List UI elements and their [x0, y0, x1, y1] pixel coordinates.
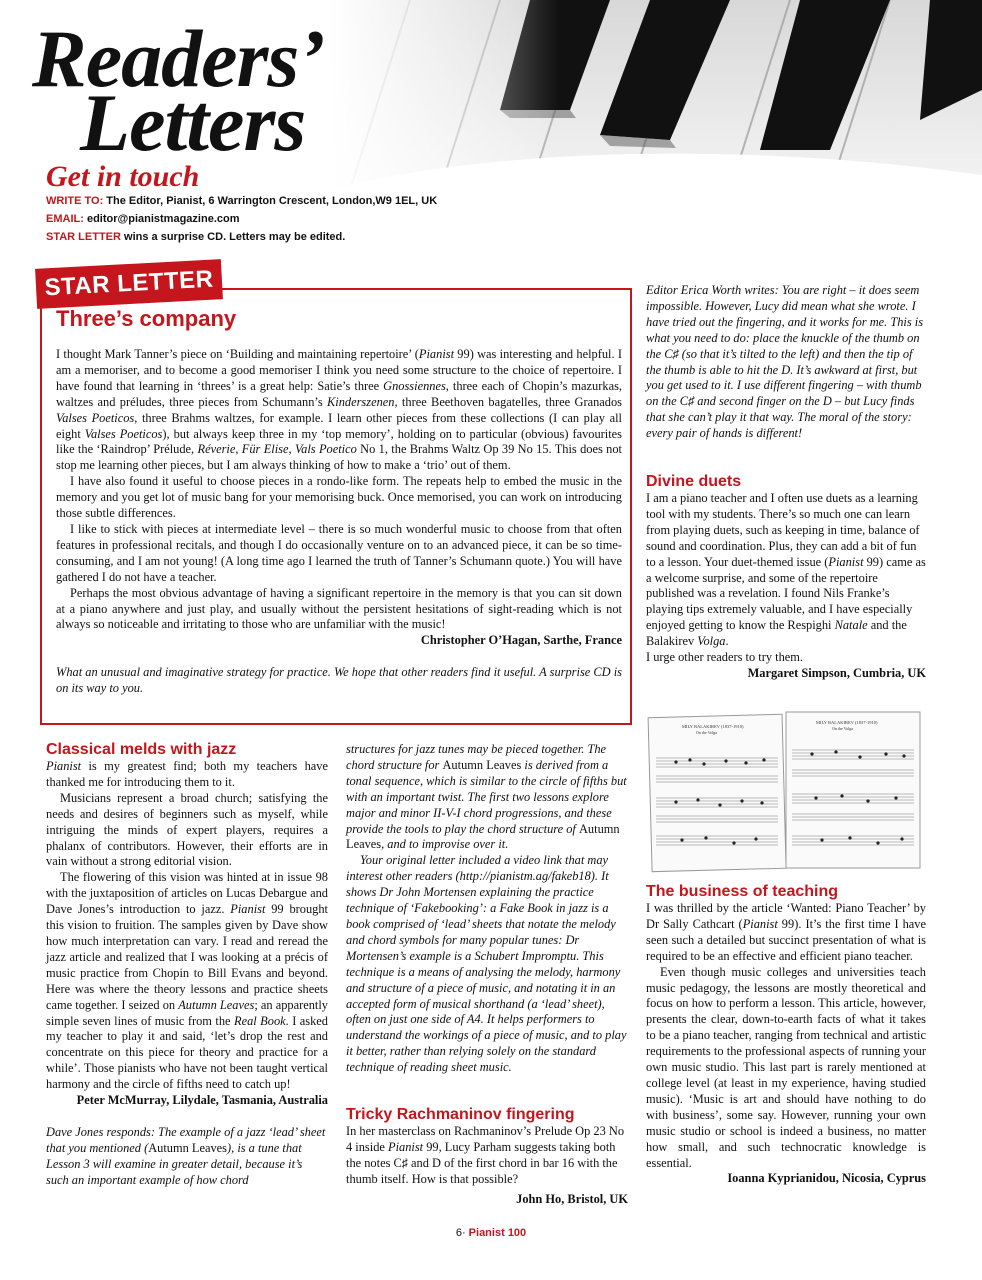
duets-title: Divine duets: [646, 473, 742, 490]
page-number: 6: [455, 1227, 462, 1239]
star-signature: Christopher O’Hagan, Sarthe, France: [420, 633, 622, 648]
score-right-title: MILY BALAKIREV (1837-1910): [816, 720, 878, 725]
star-letter-body: [56, 347, 622, 697]
contact-heading: Get in touch: [46, 160, 200, 193]
issue-number: 100: [507, 1227, 527, 1239]
contact-email: [46, 213, 240, 225]
jazz-reply-2: Your original letter included a video link that may interest other readers (http://pianistm.ag/fakeb18). It shows Dr John Mortensen explaining the practice technique of ‘Fakebooking’: a Fake Book in jazz is a book comprised of ‘lead’ sheets that notate the melody and chord symbols for many popular tunes: Dr Mortensen’s example is a Schubert Impromptu. This technique is a means of analysing the melody, harmony and structure of a piece of music, and notating it in an accepted form of musical shorthand (a ‘lead’ sheet), often on just one side of A4. It helps performers to understand the workings of a piece of music, and to play it better, rather than relying solely on the standard technique of reading sheet music.: [346, 853, 627, 1075]
business-signature: Ioanna Kyprianidou, Nicosia, Cyprus: [727, 1171, 926, 1186]
write-value: The Editor, Pianist, 6 Warrington Crescent, London,W9 1EL, UK: [106, 195, 438, 207]
jazz-reply-continued: [346, 742, 628, 1076]
score-left-subtitle: On the Volga: [696, 730, 717, 735]
business-paragraph-2: Even though music colleges and universities teach music pedagogy, the lessons are mostly theoretical and focus on how to perform a lesson. This article, however, presents the clear, down-to-earth facts of what it takes to be a piano teacher, ranging from technical and artistic requirements to the professional aspects of running your own music studio. This last part is rarely mentioned at college level (at least in my experience, having studied music). ‘Music is art and should have nothing to do with business’, some say. However, running your own music studio or school is indeed a business, no matter how small, and such technocratic knowledge is essential.: [646, 964, 926, 1170]
masthead-line-1: Readers’: [32, 13, 325, 104]
jazz-reply-1-cont: structures for jazz tunes may be pieced together. The chord structure for Autumn Leaves is derived from a tonal sequence, which is similar to the circle of fifths but with an important twist. The first two lessons explore major and minor II-V-I chord progressions, and these provide the tools to play the chord structure of Autumn Leaves, and to improvise over it.: [346, 742, 627, 852]
star-paragraph-1: I thought Mark Tanner’s piece on ‘Building and maintaining repertoire’ (Pianist 99) was interesting and helpful. I am a memoriser, and to become a good memoriser I think you need some structure to the choice of repertoire. I have found that learning in ‘threes’ is a great help: Satie’s three Gnossiennes, three each of Chopin’s mazurkas, waltzes and préludes, three pieces from Schumann’s Kinderszenen, three Beethoven bagatelles, three Granados Valses Poeticos, three Brahms waltzes, for example. I learn other pieces from these collections (I can play all eight Valses Poeticos), but always keep three in my ‘top memory’, holding on to particular (obvious) favourites like the ‘Raindrop’ Prélude, Réverie, Für Elise, Vals Poetico No 1, the Brahms Waltz Op 39 No 15. This does not stop me learning other pieces, but I am always thinking of how to make a ‘trio’ out of them.: [56, 347, 623, 473]
contact-write: [46, 195, 437, 207]
business-paragraph-1: I was thrilled by the article ‘Wanted: Piano Teacher’ by Dr Sally Cathcart (Pianist 99). It’s the first time I have seen such a detailed but succinct presentation of what is required to be an effective and efficient piano teacher.: [646, 901, 926, 963]
jazz-paragraph-1: Pianist is my greatest find; both my teachers have thanked me for introducing them to it.: [46, 759, 328, 789]
editor-note: Editor Erica Worth writes: You are right – it does seem impossible. However, Lucy did mean what she wrote. I have tried out the fingering, and it works for me. This is what you need to do: place the knuckle of the thumb on the C♯ (so that it’s tilted to the left) and then the tip of the thumb is able to hit the D. It’s awkward at first, but you get used to it. I use different fingering – with thumb on the C♯ and second finger on the D – but Lucy finds that she can’t play it that way. The moral of the story: every pair of hands is different!: [646, 283, 924, 441]
contact-star: [46, 231, 345, 243]
rach-signature: John Ho, Bristol, UK: [516, 1191, 628, 1206]
jazz-paragraph-3: The flowering of this vision was hinted at in issue 98 with the juxtaposition of articles on Lucas Debargue and Dave Jones’s introduction to jazz. Pianist 99 brought this vision to fruition. The samples given by Dave show how much interpretation can vary. I read and reread the jazz article and realized that I was looking at a précis of music practice from Chopin to Bill Evans and beyond. Here was where the theory lessons and practice sheets came together. I seized on Autumn Leaves; an apparently simple seven lines of music from the Real Book. I asked my teacher to play it and said, ‘let’s drop the rest and concentrate on this piece for theory and practice for a while’. Those pianists who have not been taught vertical harmony and the circle of fifths need to catch up!: [46, 870, 328, 1092]
write-label: WRITE TO:: [46, 195, 104, 207]
duets-signature: Margaret Simpson, Cumbria, UK: [747, 665, 926, 680]
email-label: EMAIL:: [46, 213, 84, 225]
star-letter-title: Three’s company: [56, 306, 237, 331]
rach-body: [346, 1124, 628, 1208]
rach-title: Tricky Rachmaninov fingering: [346, 1106, 575, 1123]
jazz-body: [46, 759, 328, 1189]
piano-keys-image: [330, 0, 982, 190]
star-paragraph-4: Perhaps the most obvious advantage of having a significant repertoire in the memory is that you can sit down at a piano anywhere and just play, and usually without the persistent hesitations of sight-reading which is not always so noticeable and irritating to those who are unfamiliar with the music!: [56, 585, 622, 632]
business-title: The business of teaching: [646, 883, 839, 900]
masthead-line-2: Letters: [80, 77, 306, 168]
rach-paragraph-1: In her masterclass on Rachmaninov’s Prelude Op 23 No 4 inside Pianist 99, Lucy Parham suggests taking both the notes C♯ and D of the first chord in bar 16 with the thumb itself. How is that possible?: [346, 1124, 625, 1186]
duets-paragraph-1: I am a piano teacher and I often use duets as a learning tool with my students. There’s so much one can learn from playing duets, such as keeping in time, balance of sound and coordination. Plus, they can add a bit of fun to a lesson. Your duet-themed issue (Pianist 99) came as a welcome surprise, and some of the repertoire published was a revelation. I found Nils Franke’s playing tips extremely valuable, and I have especially enjoyed getting to know the Respighi Natale and the Balakirev Volga.: [646, 491, 926, 649]
star-reply: What an unusual and imaginative strategy for practice. We hope that other readers find it useful. A surprise CD is on its way to you.: [56, 665, 622, 696]
star-paragraph-3: I like to stick with pieces at intermediate level – there is so much wonderful music to choose from that often features in professional recitals, and though I do occasionally venture on to an advanced piece, it can be so time-consuming, and I am not young! (A long time ago I learned the truth of Tanner’s Schumann quote.) You will have gathered I do not have a teacher.: [56, 521, 622, 584]
page-footer: 6· Pianist 100: [455, 1227, 527, 1239]
duets-paragraph-2: I urge other readers to try them.: [646, 650, 804, 665]
sheet-music-image: [646, 710, 926, 874]
score-right-subtitle: On the Volga: [832, 726, 853, 731]
star-label: STAR LETTER: [46, 231, 121, 243]
jazz-title: Classical melds with jazz: [46, 741, 237, 758]
star-value: wins a surprise CD. Letters may be edited.: [124, 231, 346, 243]
duets-body: [646, 491, 926, 682]
star-letter-tab: STAR LETTER: [35, 259, 223, 309]
email-value[interactable]: editor@pianistmagazine.com: [86, 213, 240, 225]
jazz-paragraph-2: Musicians represent a broad church; satisfying the needs and desires of beginners such as myself, while intriguing the minds of expert players, requires a phalanx of contributors. However, their efforts are in vain without a strong editorial vision.: [46, 790, 328, 869]
star-paragraph-2: I have also found it useful to choose pieces in a rondo-like form. The repeats help to embed the music in the memory and you get lot of music bang for your memorising buck. Once memorised, you can work on introducing those subtle differences.: [56, 474, 622, 521]
magazine-name: Pianist: [468, 1227, 505, 1239]
score-left-title: MILY BALAKIREV (1837-1910): [682, 724, 744, 729]
jazz-signature: Peter McMurray, Lilydale, Tasmania, Australia: [76, 1093, 328, 1108]
business-body: [646, 901, 926, 1187]
jazz-reply-1: Dave Jones responds: The example of a jazz ‘lead’ sheet that you mentioned (Autumn Leaves), is a tune that Lesson 3 will examine in greater detail, because it’s such an important example of how chord: [46, 1124, 326, 1187]
